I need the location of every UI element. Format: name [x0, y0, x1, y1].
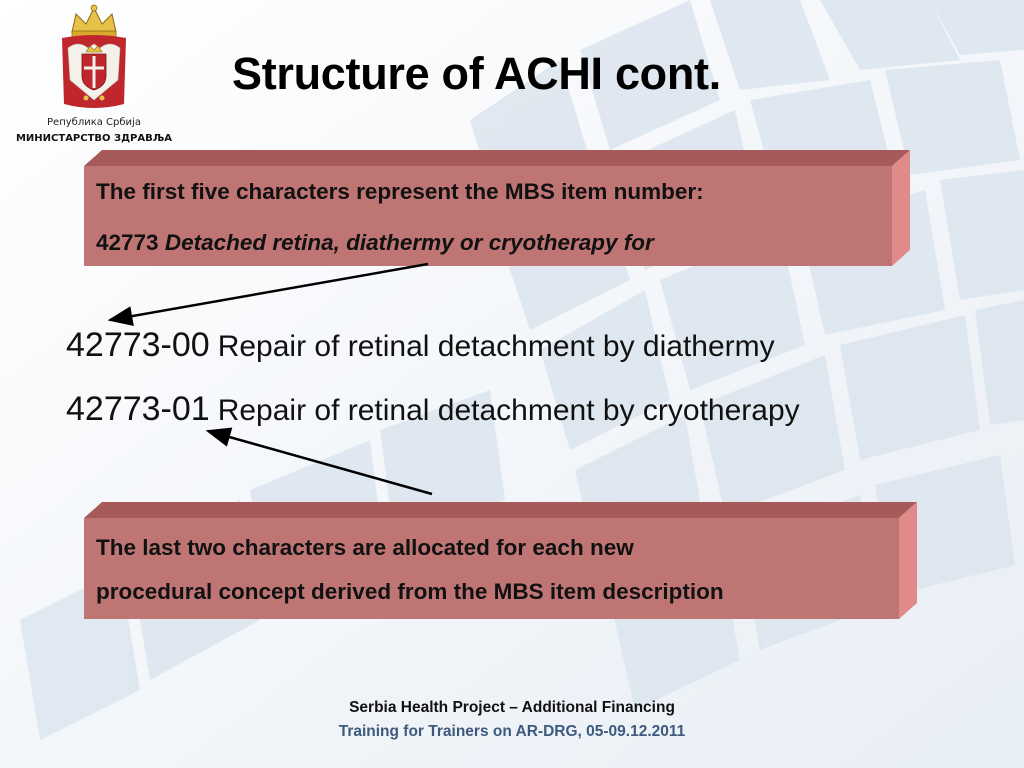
arrow-to-first-five: [110, 264, 428, 320]
top-box-code: 42773: [96, 230, 159, 255]
code-value: 42773-01: [66, 390, 210, 428]
bottom-box-line2: procedural concept derived from the MBS item description: [96, 579, 724, 604]
arrow-to-last-two: [208, 431, 432, 494]
code-value: 42773-00: [66, 326, 210, 364]
page-title: Structure of ACHI cont.: [232, 48, 721, 99]
code-description: Repair of retinal detachment by cryotherapy: [217, 394, 800, 427]
code-row-2: [66, 390, 800, 429]
footer-training-info: Training for Trainers on AR-DRG, 05-09.12.2011: [338, 723, 686, 740]
code-description: Repair of retinal detachment by diathermy: [217, 330, 775, 363]
ministry-name: МИНИСТАРСТВО ЗДРАВЉА: [15, 133, 173, 144]
bottom-box-line1: The last two characters are allocated for each new: [96, 535, 634, 560]
code-row-1: [66, 326, 775, 365]
top-box-line2: [96, 230, 654, 256]
top-box-code-desc: Detached retina, diathermy or cryotherapy for: [164, 230, 654, 255]
footer-project-name: Serbia Health Project – Additional Financing: [349, 699, 675, 716]
org-name-line1: Република Србија: [47, 117, 141, 128]
top-box-line1: The first five characters represent the MBS item number:: [96, 179, 704, 204]
